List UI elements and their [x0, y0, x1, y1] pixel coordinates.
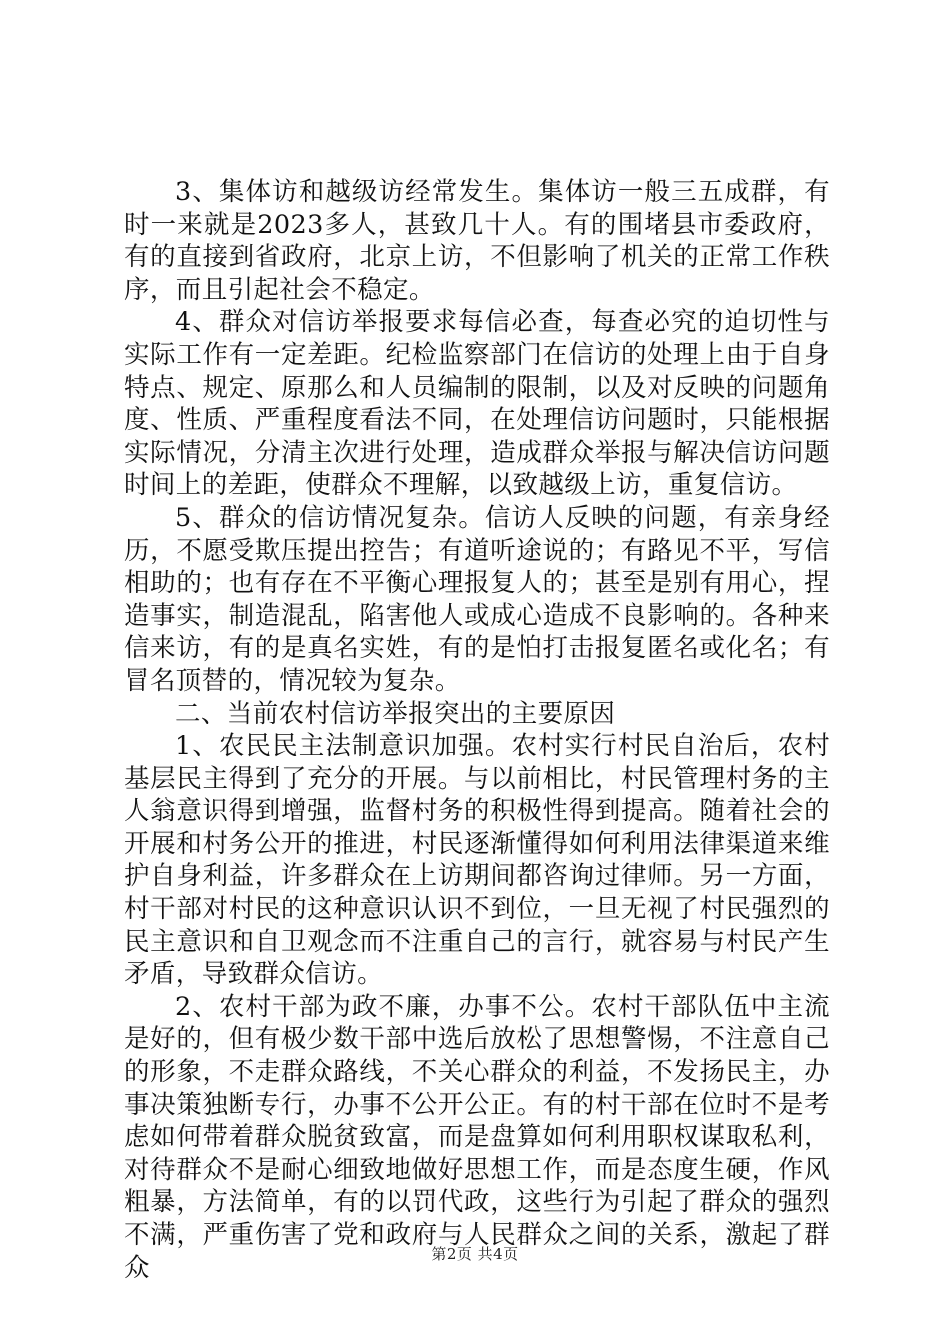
- paragraph-5-complex-situation: 5、群众的信访情况复杂。信访人反映的问题，有亲身经历，不愿受欺压提出控告；有道听途说的；有路见不平，写信相助的；也有存在不平衡心理报复人的；甚至是别有用心，捏造事实，制造混乱，陷害他人或成心造成不良影响的。各种来信来访，有的是真名实姓，有的是怕打击报复匿名或化名；有冒名顶替的，情况较为复杂。: [124, 502, 830, 696]
- page-number-footer: 第2页 共4页: [431, 1245, 519, 1263]
- paragraph-4-investigation-gap: 4、群众对信访举报要求每信必查，每查必究的迫切性与实际工作有一定差距。纪检监察部门在信访的处理上由于自身特点、规定、原那么和人员编制的限制，以及对反映的问题角度、性质、严重程度看法不同，在处理信访问题时，只能根据实际情况，分清主次进行处理，造成群众举报与解决信访问题时间上的差距，使群众不理解，以致越级上访，重复信访。: [124, 307, 830, 501]
- section-heading-main-causes: 二、当前农村信访举报突出的主要原因: [175, 698, 616, 729]
- paragraph-2-cadre-misconduct: 2、农村干部为政不廉，办事不公。农村干部队伍中主流是好的，但有极少数干部中选后放松了思想警惕，不注意自己的形象，不走群众路线，不关心群众的利益，不发扬民主，办事决策独断专行，办事不公开公正。有的村干部在位时不是考虑如何带着群众脱贫致富，而是盘算如何利用职权谋取私利，对待群众不是耐心细致地做好思想工作，而是态度生硬，作风粗暴，方法简单，有的以罚代政，这些行为引起了群众的强烈不满，严重伤害了党和政府与人民群众之间的关系，激起了群众: [124, 991, 830, 1283]
- paragraph-1-democratic-awareness: 1、农民民主法制意识加强。农村实行村民自治后，农村基层民主得到了充分的开展。与以前相比，村民管理村务的主人翁意识得到增强，监督村务的积极性得到提高。随着社会的开展和村务公开的推进，村民逐渐懂得如何利用法律渠道来维护自身利益，许多群众在上访期间都咨询过律师。另一方面，村干部对村民的这种意识认识不到位，一旦无视了村民强烈的民主意识和自卫观念而不注重自己的言行，就容易与村民产生矛盾，导致群众信访。: [124, 731, 830, 990]
- document-body: [124, 176, 830, 1284]
- paragraph-3-collective-petitions: 3、集体访和越级访经常发生。集体访一般三五成群，有时一来就是2023多人，甚致几十人。有的围堵县市委政府，有的直接到省政府，北京上访，不但影响了机关的正常工作秩序，而且引起社会不稳定。: [124, 177, 830, 305]
